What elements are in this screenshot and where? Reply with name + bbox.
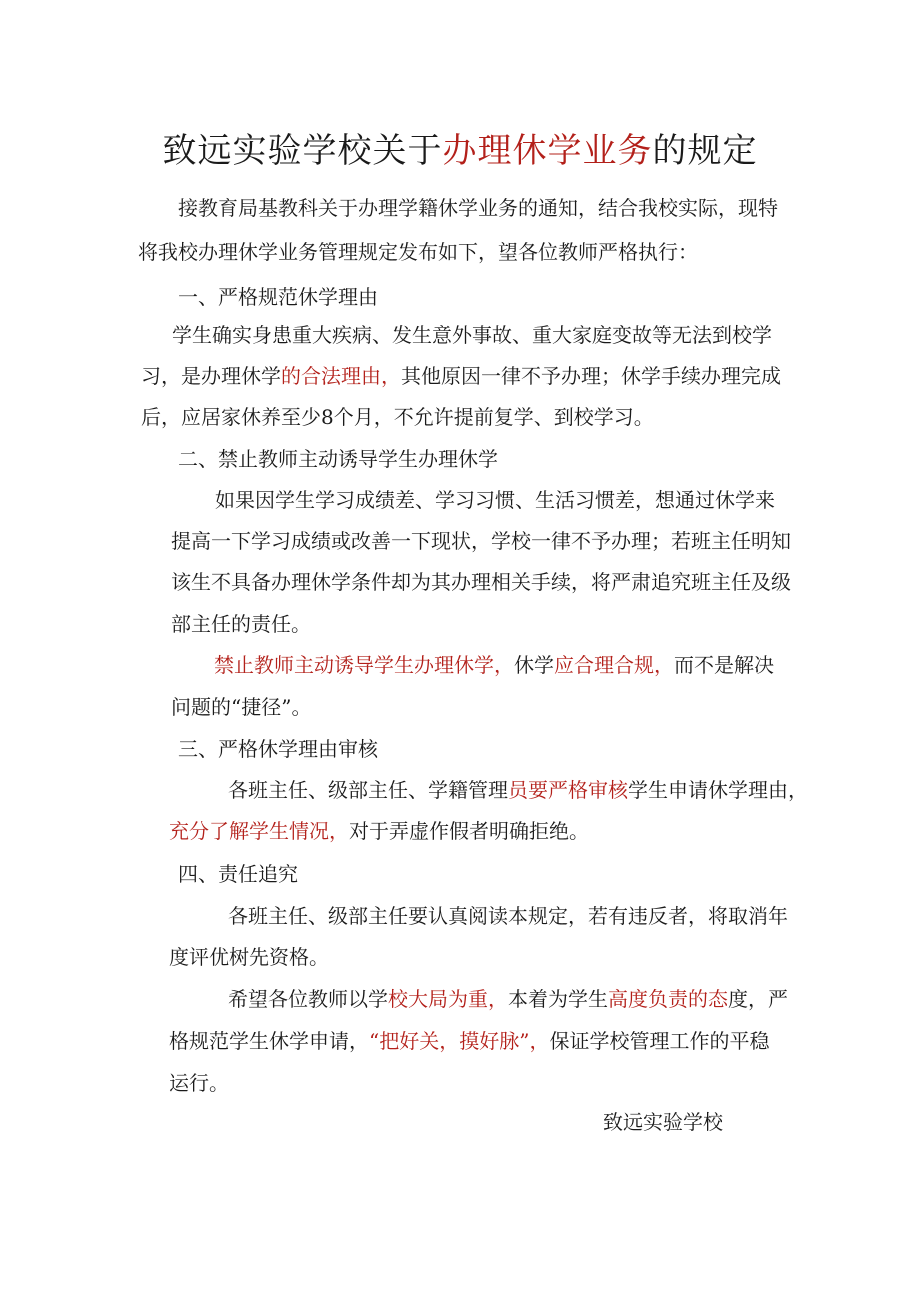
closing-line-1-a: 希望各位教师以学 [228,987,388,1011]
section-3-line-2 [169,817,589,845]
section-4-heading: 四、责任追究 [178,862,298,886]
closing-line-1 [228,985,788,1013]
section-2-note-b: 而不是解决 [674,653,774,677]
title-part-1: 致远实验学校关于 [162,131,443,171]
section-4-line-2: 度评优树先资格。 [169,945,329,969]
intro-line-1: 接教育局基教科关于办理学籍休学业务的通知，结合我校实际，现特 [178,196,778,220]
section-3-highlight-1: 员要严格审核 [508,778,628,802]
closing-line-2-b: 保证学校管理工作的平稳 [549,1029,770,1053]
closing-line-2-a: 格规范学生休学申请， [169,1029,369,1053]
section-2-note-highlight-1: 禁止教师主动诱导学生办理休学， [214,653,514,677]
section-2-note-highlight-2: 应合理合规， [554,653,674,677]
closing-line-2 [169,1027,769,1055]
closing-line-1-c: 度，严 [728,987,788,1011]
closing-line-3: 运行。 [169,1071,229,1095]
section-3-line-1-b: 学生申请休学理由， [628,778,808,802]
section-3-line-1 [228,776,808,804]
signature: 致远实验学校 [603,1110,723,1134]
section-2-line-3: 该生不具备办理休学条件却为其办理相关手续，将严肃追究班主任及级 [171,570,791,594]
section-2-note-a: 休学 [514,653,554,677]
section-1-line-1: 学生确实身患重大疾病、发生意外事故、重大家庭变故等无法到校学 [172,323,772,347]
section-1-line-2 [141,362,781,390]
title-highlight: 办理休学业务 [442,131,653,171]
section-1-highlight: 的合法理由， [281,364,401,388]
section-3-highlight-2: 充分了解学生情况， [169,819,349,843]
closing-line-1-b: 本着为学生 [508,987,608,1011]
closing-highlight-3: “把好关，摸好脉”， [369,1029,550,1053]
section-2-heading: 二、禁止教师主动诱导学生办理休学 [178,447,498,471]
section-2-line-1: 如果因学生学习成绩差、学习习惯、生活习惯差，想通过休学来 [215,488,775,512]
section-3-line-2-b: 对于弄虚作假者明确拒绝。 [349,819,589,843]
intro-line-2: 将我校办理休学业务管理规定发布如下，望各位教师严格执行： [138,240,698,264]
title-part-3: 的规定 [652,131,758,171]
section-2-line-4: 部主任的责任。 [171,612,311,636]
section-1-heading: 一、严格规范休学理由 [178,285,378,309]
section-1-line-2-a: 习，是办理休学 [141,364,281,388]
section-4-line-1: 各班主任、级部主任要认真阅读本规定，若有违反者，将取消年 [228,904,788,928]
section-1-line-3: 后，应居家休养至少8个月，不允许提前复学、到校学习。 [141,405,654,429]
section-2-note-line-1 [214,651,774,679]
section-2-line-2: 提高一下学习成绩或改善一下现状，学校一律不予办理；若班主任明知 [171,529,791,553]
section-1-line-2-b: 其他原因一律不予办理；休学手续办理完成 [401,364,781,388]
closing-highlight-1: 校大局为重， [388,987,508,1011]
page-title [0,127,920,175]
section-3-heading: 三、严格休学理由审核 [178,737,378,761]
section-3-line-1-a: 各班主任、级部主任、学籍管理 [228,778,508,802]
closing-highlight-2: 高度负责的态 [608,987,728,1011]
section-2-note-line-2: 问题的“捷径”。 [171,695,312,719]
